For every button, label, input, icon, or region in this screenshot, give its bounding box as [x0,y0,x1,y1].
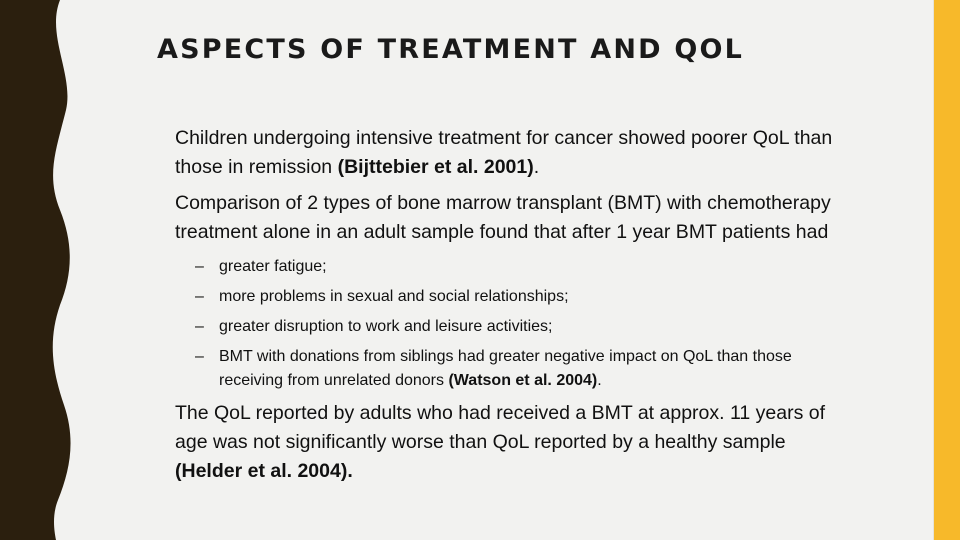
dash-bullet: – [195,318,204,335]
citation-helder: (Helder et al. 2004). [175,460,353,482]
citation-watson: (Watson et al. 2004) [448,372,598,389]
list-item-text: more problems in sexual and social relationships; [219,288,569,305]
slide-title: ASPECTS OF TREATMENT AND QOL [157,34,745,65]
list-item [175,255,835,279]
left-decorative-band [0,0,80,540]
paragraph-1 [175,124,835,182]
right-accent-band [934,0,960,540]
dash-bullet: – [195,348,204,365]
dash-bullet: – [195,288,204,305]
slide-body [175,124,835,486]
bmt-effects-list [175,255,835,393]
paragraph-2 [175,189,835,247]
list-item-text: greater fatigue; [219,258,327,275]
citation-bijttebier: (Bijttebier et al. 2001) [337,156,534,178]
list-item [175,315,835,339]
list-item [175,285,835,309]
paragraph-3-text: The QoL reported by adults who had received a BMT at approx. 11 years of age was not significantly worse than QoL reported by a healthy sample [175,402,826,453]
paragraph-1-end: . [533,156,540,178]
dash-bullet: – [195,258,204,275]
paragraph-3 [175,399,835,486]
list-item-text: BMT with donations from siblings had greater negative impact on QoL than those receiving from unrelated donors [219,348,792,389]
list-item-text: greater disruption to work and leisure activities; [219,318,553,335]
paragraph-2-text: Comparison of 2 types of bone marrow transplant (BMT) with chemotherapy treatment alone in an adult sample found that after 1 year BMT patients had [175,192,831,243]
list-item: – BMT with donations from siblings had greater negative impact on QoL than those receiving from unrelated donors (Watson et al. 2004). [175,345,835,393]
paragraph-1-text: Children undergoing intensive treatment for cancer showed poorer QoL than those in remission [175,127,833,178]
